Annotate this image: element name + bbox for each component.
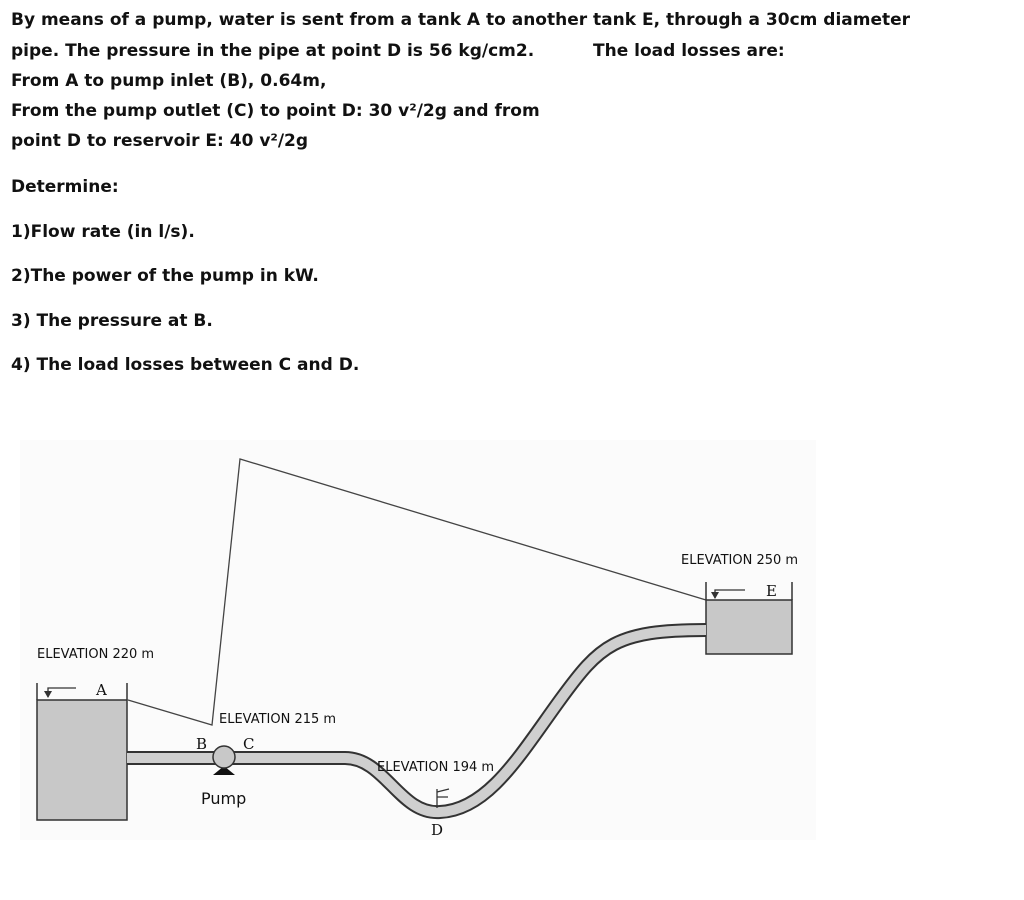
tank-e-label: E xyxy=(766,582,777,600)
elevation-a-label: ELEVATION 220 m xyxy=(37,647,155,662)
point-d-label: D xyxy=(431,821,444,839)
pump-label: Pump xyxy=(201,789,247,808)
question-2: 2)The power of the pump in kW. xyxy=(11,266,319,286)
point-b-label: B xyxy=(196,735,208,753)
problem-line-4: From the pump outlet (C) to point D: 30 v²/2g and from xyxy=(11,101,540,121)
elevation-pump-label: ELEVATION 215 m xyxy=(219,712,337,727)
figure-background xyxy=(20,440,816,840)
elevation-d-label: ELEVATION 194 m xyxy=(377,760,495,775)
problem-line-2b: The load losses are: xyxy=(593,41,785,61)
pump-icon xyxy=(213,746,235,768)
elevation-e-label: ELEVATION 250 m xyxy=(681,553,799,568)
problem-line-5: point D to reservoir E: 40 v²/2g xyxy=(11,131,309,151)
question-4: 4) The load losses between C and D. xyxy=(11,355,360,375)
point-c-label: C xyxy=(243,735,255,753)
tank-e xyxy=(706,600,792,654)
tank-a xyxy=(37,700,127,820)
question-3: 3) The pressure at B. xyxy=(11,311,213,331)
tank-a-label: A xyxy=(96,681,107,699)
determine-heading: Determine: xyxy=(11,177,119,197)
problem-line-3: From A to pump inlet (B), 0.64m, xyxy=(11,71,327,91)
problem-line-1: By means of a pump, water is sent from a tank A to another tank E, through a 30cm diameter xyxy=(11,10,911,30)
question-1: 1)Flow rate (in l/s). xyxy=(11,222,195,242)
problem-line-2: pipe. The pressure in the pipe at point D is 56 kg/cm2. xyxy=(11,41,535,61)
